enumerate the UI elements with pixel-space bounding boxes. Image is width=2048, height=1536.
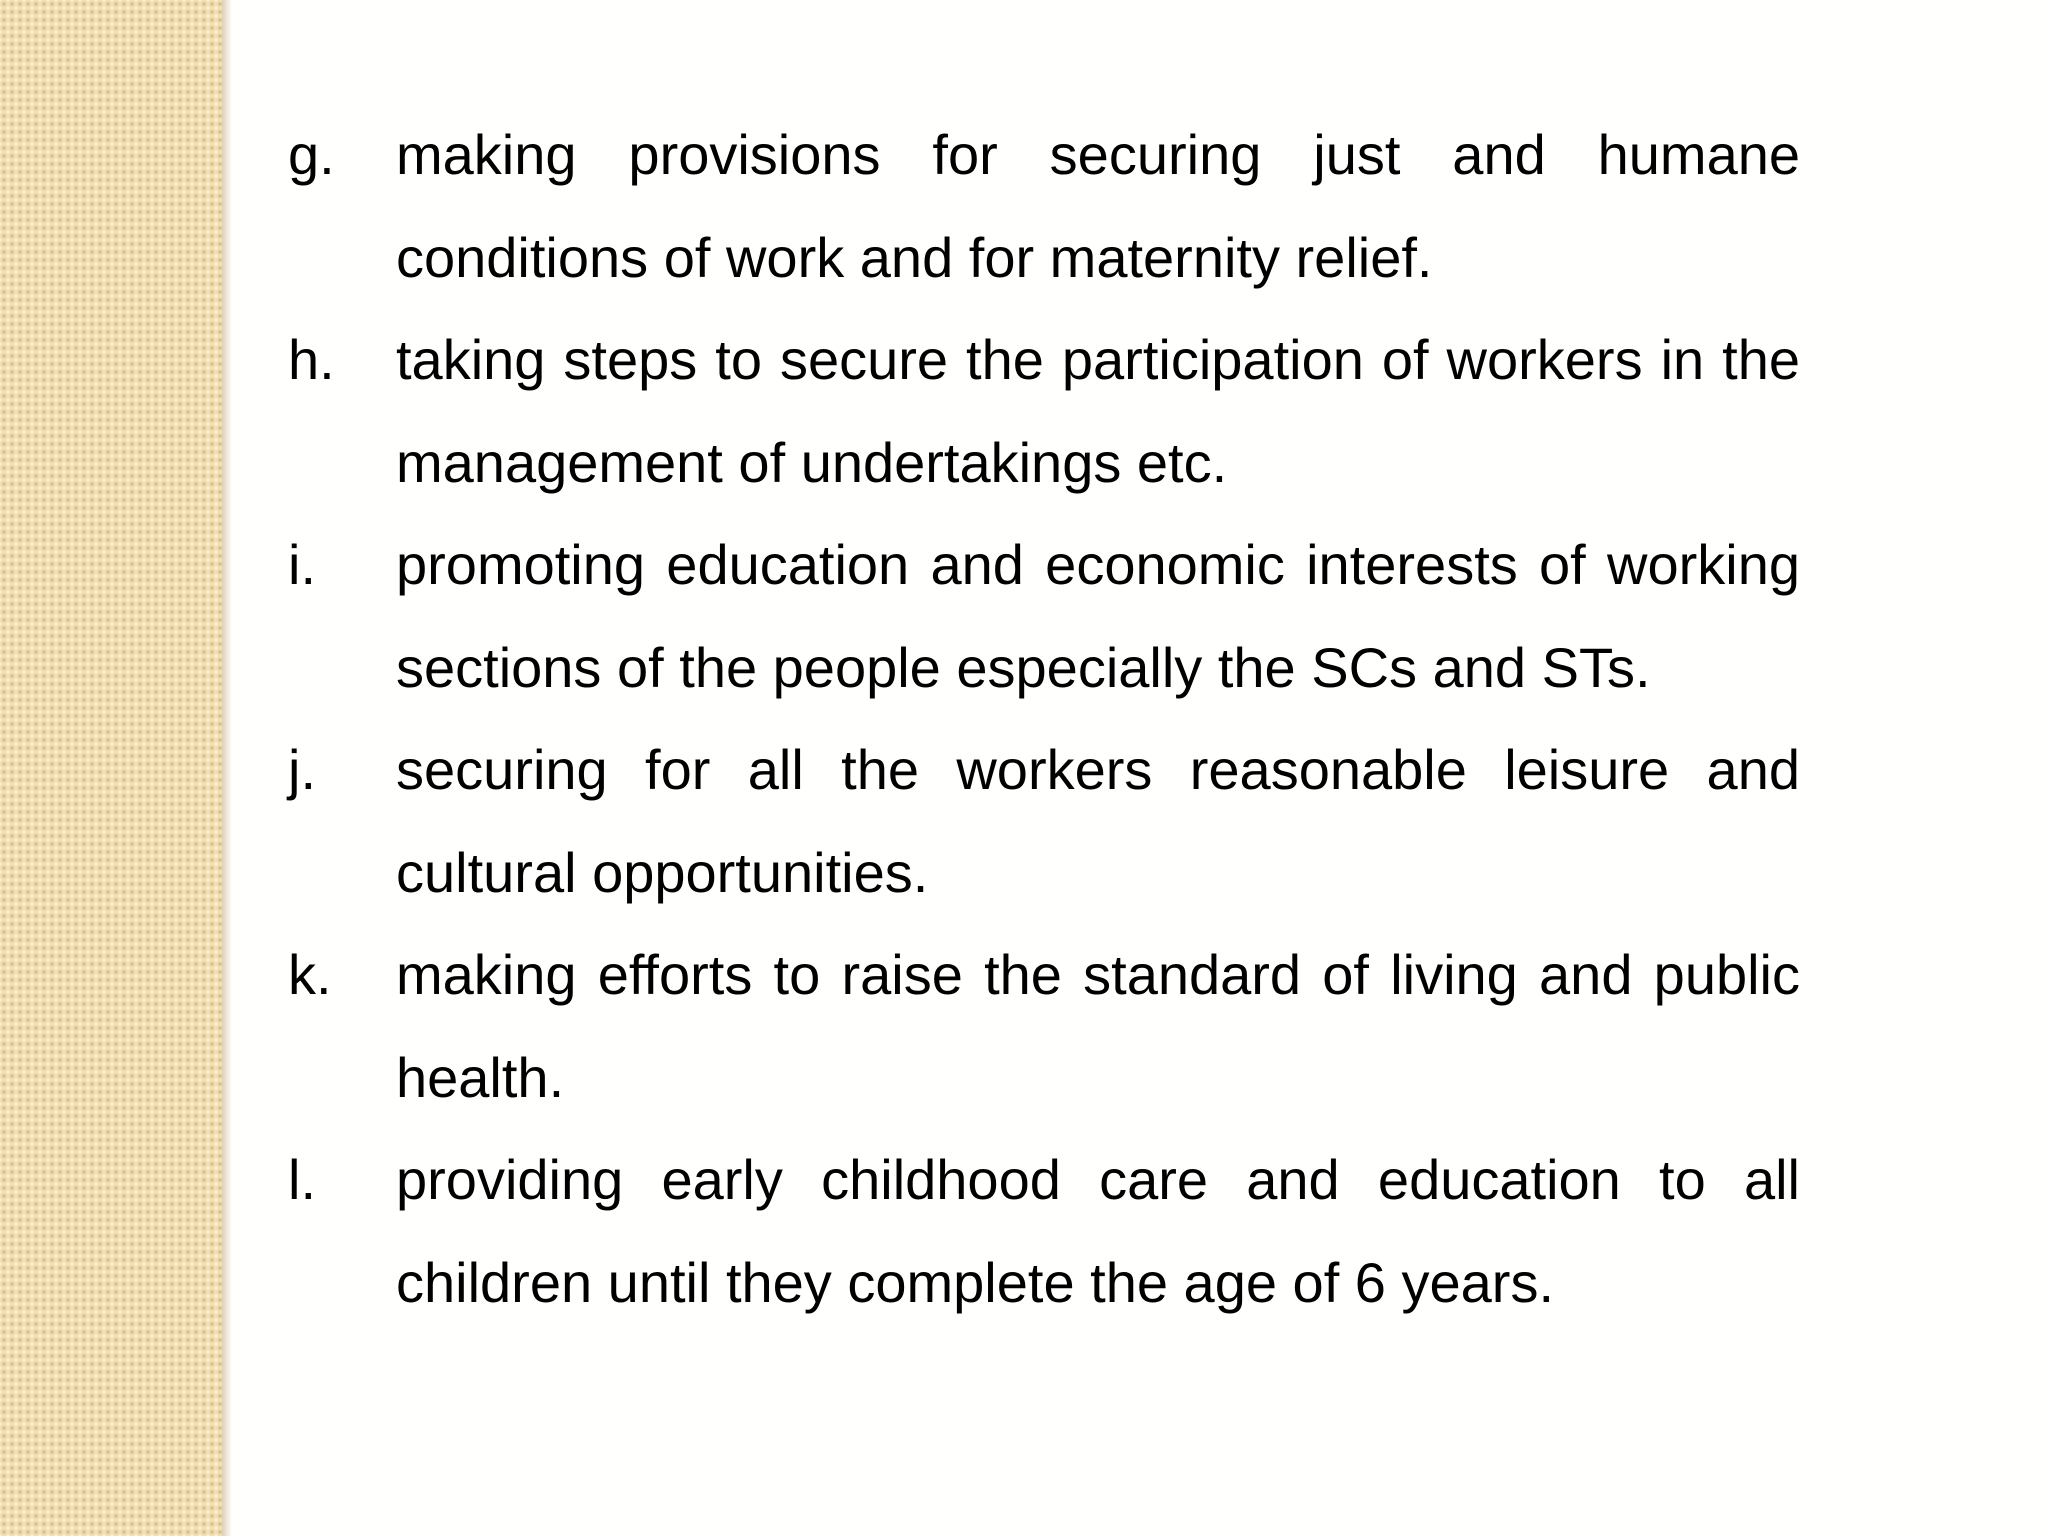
list-item-marker: l.: [288, 1148, 316, 1211]
list-item-text: taking steps to secure the participation of workers in the management of undertakings etc.: [396, 328, 1800, 494]
list-item-marker: g.: [288, 123, 335, 186]
list-item: [288, 719, 1800, 924]
list-item-text: providing early childhood care and education to all children until they complete the age of 6 years.: [396, 1148, 1800, 1314]
list-item: [288, 104, 1800, 309]
directive-principles-list: [288, 104, 1800, 1334]
list-item: [288, 514, 1800, 719]
decorative-side-band: [0, 0, 222, 1536]
list-item-text: securing for all the workers reasonable leisure and cultural opportunities.: [396, 738, 1800, 904]
list-item-text: making provisions for securing just and humane conditions of work and for maternity relief.: [396, 123, 1800, 289]
list-item: [288, 1129, 1800, 1334]
list-item-text: making efforts to raise the standard of living and public health.: [396, 943, 1800, 1109]
list-item-marker: h.: [288, 328, 335, 391]
list-item-marker: k.: [288, 943, 332, 1006]
list-item: [288, 309, 1800, 514]
list-item: [288, 924, 1800, 1129]
list-item-text: promoting education and economic interests of working sections of the people especially the SCs and STs.: [396, 533, 1800, 699]
list-item-marker: j.: [288, 738, 316, 801]
side-band-shadow: [222, 0, 232, 1536]
list-item-marker: i.: [288, 533, 316, 596]
